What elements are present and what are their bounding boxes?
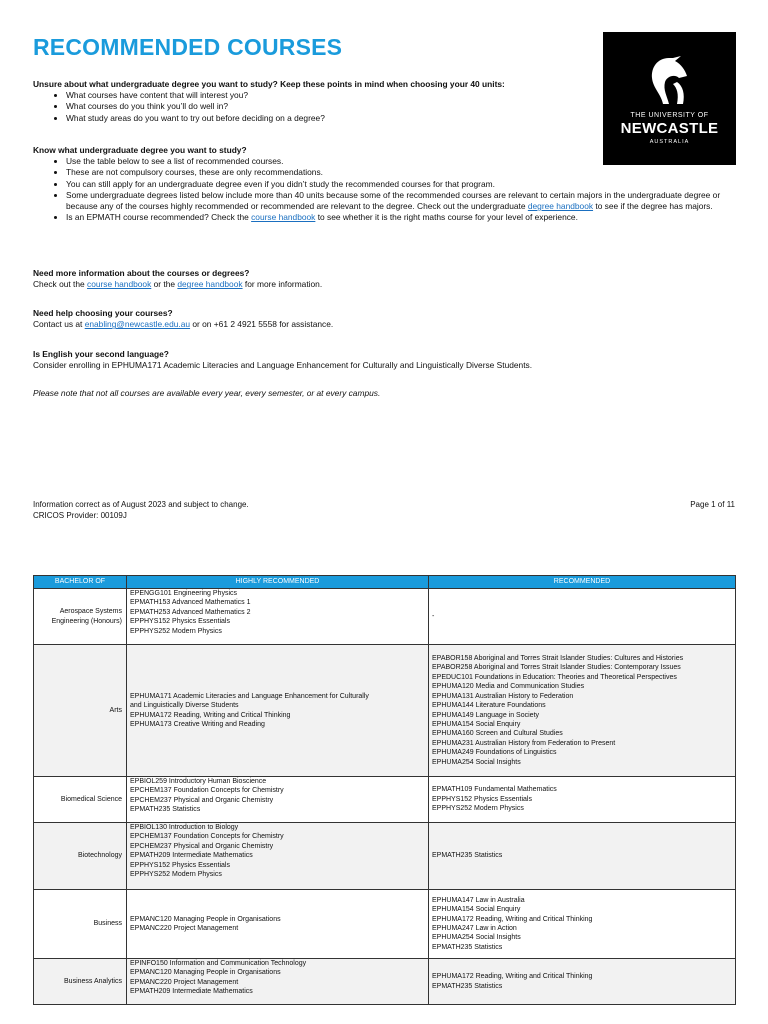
logo-line-2: NEWCASTLE: [620, 120, 719, 137]
table-row: [34, 777, 736, 823]
course-item: EPENGG101 Engineering Physics: [130, 590, 237, 597]
footer-cricos: CRICOS Provider: 00109J: [33, 511, 127, 520]
table-row: [34, 959, 736, 1005]
course-item: EPINFO150 Information and Communication Technology: [130, 960, 307, 967]
footer-correct-as-of: Information correct as of August 2023 and subject to change.: [33, 500, 249, 509]
course-item: EPHUMA172 Reading, Writing and Critical Thinking: [432, 973, 593, 981]
course-item: EPHUMA149 Language in Society: [432, 711, 540, 719]
course-item: EPMANC120 Managing People in Organisations: [130, 915, 281, 923]
course-item: EPHUMA147 Law in Australia: [432, 896, 525, 904]
unsure-heading: Unsure about what undergraduate degree you want to study? Keep these points in mind when choosing your 40 units:: [33, 79, 505, 89]
course-item: EPCHEM137 Foundation Concepts for Chemistry: [130, 833, 284, 841]
majors-text-end: to see if the degree has majors.: [593, 201, 713, 212]
page-number: [690, 500, 735, 509]
degree-cell: Biotechnology: [34, 823, 127, 890]
course-handbook-link[interactable]: course handbook: [251, 212, 316, 223]
english-section: [33, 349, 738, 371]
course-item: EPHUMA154 Social Enquiry: [432, 906, 521, 914]
logo-line-3: AUSTRALIA: [649, 139, 690, 145]
course-item: EPMATH109 Fundamental Mathematics: [432, 786, 557, 794]
course-item: EPPHYS152 Physics Essentials: [130, 618, 230, 626]
logo-line-1: THE UNIVERSITY OF: [630, 112, 709, 119]
help-text: [33, 319, 738, 330]
course-item: EPPHYS252 Modern Physics: [130, 871, 222, 879]
header-bachelor-of: BACHELOR OF: [34, 576, 127, 589]
course-item: EPHUMA154 Social Enquiry: [432, 720, 521, 728]
degree-cell: Aerospace Systems Engineering (Honours): [34, 589, 127, 645]
highly-recommended-cell: [127, 645, 429, 777]
course-item: EPCHEM237 Physical and Organic Chemistry: [130, 796, 274, 804]
course-handbook-link[interactable]: course handbook: [87, 279, 152, 290]
course-item: EPPHYS252 Modern Physics: [432, 805, 524, 813]
course-item: EPHUMA172 Reading, Writing and Critical Thinking: [130, 711, 291, 719]
availability-note: Please note that not all courses are available every year, every semester, or at every campus.: [33, 388, 381, 398]
course-item: EPMATH253 Advanced Mathematics 2: [130, 608, 251, 616]
course-item: and Linguistically Diverse Students: [130, 702, 239, 710]
course-item: EPHUMA249 Foundations of Linguistics: [432, 749, 557, 757]
unsure-list: [33, 90, 593, 124]
table-body: [34, 589, 736, 1005]
course-item: EPPHYS152 Physics Essentials: [432, 795, 532, 803]
degree-cell: Biomedical Science: [34, 777, 127, 823]
table-row: [34, 823, 736, 890]
course-item: EPPHYS152 Physics Essentials: [130, 861, 230, 869]
recommended-cell: [429, 777, 736, 823]
know-list: [33, 156, 738, 223]
degree-cell: Business: [34, 890, 127, 959]
course-item: EPBIOL130 Introduction to Biology: [130, 824, 239, 831]
course-item: -: [432, 612, 435, 620]
course-item: EPEDUC101 Foundations in Education: Theories and Theoretical Perspectives: [432, 673, 677, 681]
more-info-mid: or the: [151, 279, 178, 290]
course-item: EPMATH153 Advanced Mathematics 1: [130, 599, 251, 607]
recommended-cell: [429, 959, 736, 1005]
course-item: EPHUMA231 Australian History from Federation to Present: [432, 739, 616, 747]
more-info-text: [33, 279, 738, 290]
course-item: EPHUMA254 Social Insights: [432, 934, 521, 942]
page-title: RECOMMENDED COURSES: [33, 34, 343, 60]
highly-recommended-cell: [127, 777, 429, 823]
header-highly-recommended: HIGHLY RECOMMENDED: [127, 576, 429, 589]
course-item: EPHUMA120 Media and Communication Studies: [432, 683, 585, 691]
degree-handbook-link[interactable]: degree handbook: [527, 201, 594, 212]
table-row: [34, 890, 736, 959]
course-item: EPCHEM137 Foundation Concepts for Chemistry: [130, 787, 284, 795]
unsure-section: [33, 79, 593, 124]
list-item: • What courses do you think you’ll do well in?: [66, 101, 593, 112]
email-link[interactable]: enabling@newcastle.edu.au: [84, 319, 191, 330]
help-section: [33, 308, 738, 330]
course-item: EPMATH209 Intermediate Mathematics: [130, 988, 253, 996]
course-item: EPHUMA173 Creative Writing and Reading: [130, 720, 265, 728]
course-item: EPHUMA247 Law in Action: [432, 925, 517, 932]
list-item: • These are not compulsory courses, these are only recommendations.: [66, 167, 738, 178]
course-item: EPMATH235 Statistics: [432, 982, 503, 990]
recommended-cell: [429, 890, 736, 959]
recommended-cell: [429, 589, 736, 645]
know-section: [33, 145, 738, 223]
course-item: EPPHYS252 Modern Physics: [130, 627, 222, 635]
course-item: EPCHEM237 Physical and Organic Chemistry: [130, 842, 274, 850]
know-heading: Know what undergraduate degree you want to study?: [33, 145, 247, 155]
help-post: or on +61 2 4921 5558 for assistance.: [190, 319, 334, 330]
highly-recommended-cell: [127, 890, 429, 959]
english-heading: Is English your second language?: [33, 349, 169, 359]
list-item: • Use the table below to see a list of recommended courses.: [66, 156, 738, 167]
course-item: EPHUMA131 Australian History to Federation: [432, 692, 574, 700]
list-item: [66, 212, 738, 223]
header-recommended: RECOMMENDED: [429, 576, 736, 589]
course-item: EPMATH235 Statistics: [432, 852, 503, 860]
course-item: EPMATH209 Intermediate Mathematics: [130, 852, 253, 860]
course-item: EPMANC220 Project Management: [130, 978, 239, 986]
highly-recommended-cell: [127, 589, 429, 645]
degree-handbook-link[interactable]: degree handbook: [177, 279, 243, 290]
footer-info: [33, 499, 249, 521]
horse-logo-icon: [643, 54, 695, 110]
list-item: [66, 190, 738, 212]
course-item: EPHUMA171 Academic Literacies and Language Enhancement for Culturally: [130, 692, 369, 700]
course-item: EPHUMA172 Reading, Writing and Critical Thinking: [432, 915, 593, 923]
table-header-row: [34, 576, 736, 589]
english-text: Consider enrolling in EPHUMA171 Academic Literacies and Language Enhancement for Culturally and Linguistically Diverse Students.: [33, 360, 533, 371]
list-item: • What courses have content that will interest you?: [66, 90, 593, 101]
highly-recommended-cell: [127, 823, 429, 890]
courses-table: [33, 575, 736, 1005]
list-item: • What study areas do you want to try out before deciding on a degree?: [66, 113, 593, 124]
page-number-text: Page 1 of 11: [690, 500, 735, 509]
majors-text: Some undergraduate degrees listed below include more than 40 units because some of the recommended courses are relevant to certain majors in the undergraduate degree or because any of the courses highly recommended or recommended are relevant to the degree. Check out the undergraduate: [66, 189, 721, 212]
list-item: • You can still apply for an undergraduate degree even if you didn’t study the recommended courses for that program.: [66, 179, 738, 190]
course-item: EPMATH235 Statistics: [130, 806, 201, 814]
epmath-text: Is an EPMATH course recommended? Check the: [66, 212, 252, 223]
help-pre: Contact us at: [33, 319, 85, 330]
degree-cell: Business Analytics: [34, 959, 127, 1005]
course-item: EPHUMA254 Social Insights: [432, 758, 521, 766]
course-item: EPMANC120 Managing People in Organisations: [130, 969, 281, 977]
help-heading: Need help choosing your courses?: [33, 308, 173, 318]
course-item: EPMANC220 Project Management: [130, 925, 239, 932]
more-info-pre: Check out the: [33, 279, 88, 290]
recommended-cell: [429, 645, 736, 777]
more-info-section: [33, 268, 738, 290]
highly-recommended-cell: [127, 959, 429, 1005]
degree-cell: Arts: [34, 645, 127, 777]
recommended-cell: [429, 823, 736, 890]
more-info-post: for more information.: [242, 279, 323, 290]
course-item: EPABOR258 Aboriginal and Torres Strait Islander Studies: Contemporary Issues: [432, 664, 681, 672]
course-item: EPHUMA144 Literature Foundations: [432, 702, 546, 710]
epmath-text-end: to see whether it is the right maths course for your level of experience.: [315, 212, 578, 223]
table-row: [34, 589, 736, 645]
course-item: EPHUMA160 Screen and Cultural Studies: [432, 730, 563, 738]
course-item: EPABOR158 Aboriginal and Torres Strait Islander Studies: Cultures and Histories: [432, 655, 684, 663]
more-info-heading: Need more information about the courses or degrees?: [33, 268, 250, 278]
course-item: EPMATH235 Statistics: [432, 943, 503, 951]
table-row: [34, 645, 736, 777]
course-item: EPBIOL259 Introductory Human Bioscience: [130, 778, 267, 785]
